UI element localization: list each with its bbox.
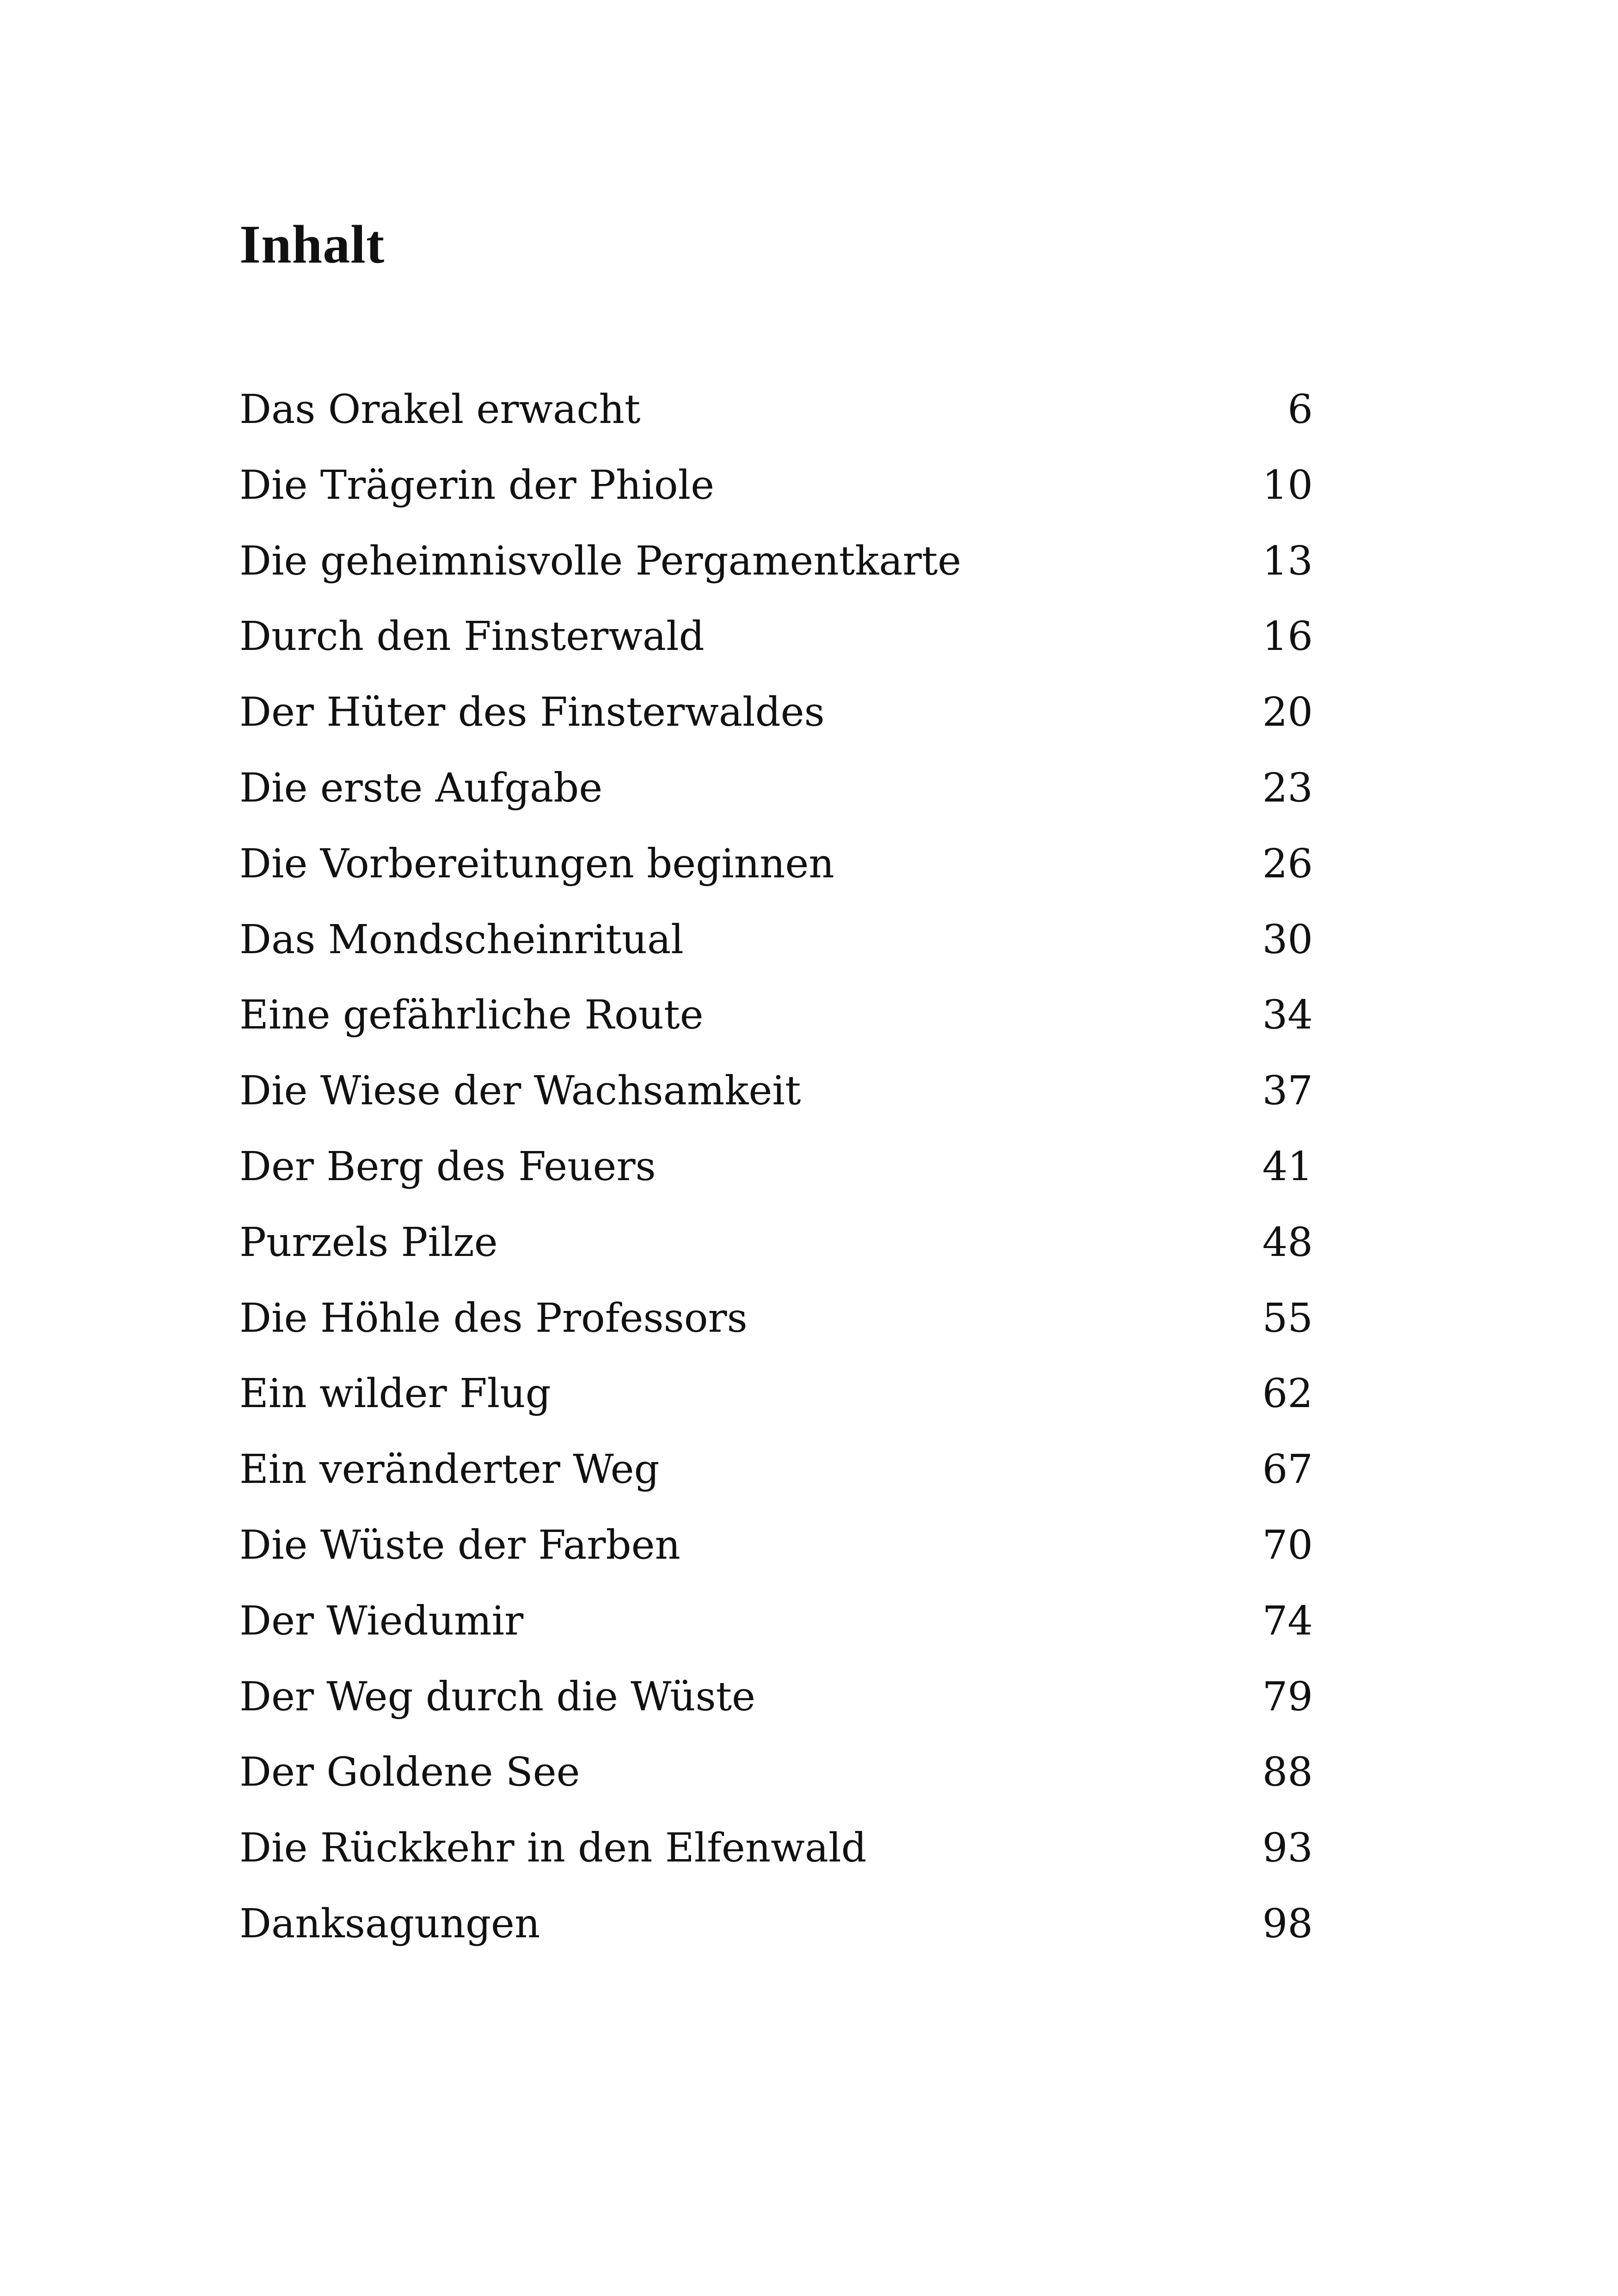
toc-entry-page-number: 48 — [1262, 1219, 1313, 1266]
toc-entry-page-number: 41 — [1262, 1143, 1313, 1190]
toc-entry — [239, 992, 1313, 1071]
toc-entry-page-number: 6 — [1287, 386, 1313, 433]
toc-entry — [239, 689, 1313, 768]
toc-entry-page-number: 74 — [1262, 1598, 1313, 1644]
toc-entry-title: Der Goldene See — [239, 1749, 580, 1796]
toc-entry-page-number: 67 — [1262, 1446, 1313, 1493]
toc-entry — [239, 538, 1313, 617]
toc-entry-page-number: 62 — [1262, 1371, 1313, 1417]
toc-entry-page-number: 93 — [1262, 1825, 1313, 1872]
toc-entry-title: Die Wüste der Farben — [239, 1522, 680, 1568]
toc-entry-page-number: 16 — [1262, 613, 1313, 660]
toc-entry — [239, 1673, 1313, 1753]
toc-entry — [239, 1295, 1313, 1374]
toc-entry-title: Durch den Finsterwald — [239, 613, 705, 660]
toc-heading: Inhalt — [239, 214, 385, 275]
toc-entry-title: Ein veränderter Weg — [239, 1446, 660, 1493]
toc-entry-title: Die Trägerin der Phiole — [239, 462, 715, 508]
toc-entry — [239, 1749, 1313, 1828]
toc-entry — [239, 1143, 1313, 1223]
toc-entry-title: Ein wilder Flug — [239, 1371, 551, 1417]
toc-entry-title: Die Vorbereitungen beginnen — [239, 840, 834, 887]
toc-entry — [239, 462, 1313, 541]
toc-entry-title: Die Rückkehr in den Elfenwald — [239, 1825, 867, 1872]
toc-entry-page-number: 13 — [1262, 538, 1313, 584]
toc-entry-page-number: 26 — [1262, 840, 1313, 887]
toc-entry — [239, 1068, 1313, 1147]
toc-entry-page-number: 98 — [1262, 1900, 1313, 1947]
toc-entry-page-number: 55 — [1262, 1295, 1313, 1341]
toc-entry-page-number: 20 — [1262, 689, 1313, 736]
toc-entry-title: Purzels Pilze — [239, 1219, 498, 1266]
toc-entry — [239, 916, 1313, 996]
toc-entry-title: Der Weg durch die Wüste — [239, 1673, 756, 1720]
toc-entry-title: Der Hüter des Finsterwaldes — [239, 689, 825, 736]
toc-entry-page-number: 23 — [1262, 765, 1313, 811]
toc-entry-page-number: 30 — [1262, 916, 1313, 963]
toc-entry-title: Der Berg des Feuers — [239, 1143, 656, 1190]
toc-entry-title: Der Wiedumir — [239, 1598, 524, 1644]
toc-entry — [239, 1598, 1313, 1677]
toc-entry — [239, 840, 1313, 920]
toc-entry-page-number: 79 — [1262, 1673, 1313, 1720]
toc-entry-page-number: 37 — [1262, 1068, 1313, 1114]
toc-entry-title: Die Wiese der Wachsamkeit — [239, 1068, 801, 1114]
toc-entry-page-number: 34 — [1262, 992, 1313, 1039]
toc-entry-page-number: 88 — [1262, 1749, 1313, 1796]
table-of-contents — [239, 386, 1313, 1980]
toc-entry — [239, 386, 1313, 465]
toc-entry — [239, 1900, 1313, 1980]
toc-entry-title: Das Mondscheinritual — [239, 916, 684, 963]
toc-entry — [239, 1825, 1313, 1904]
toc-entry — [239, 1219, 1313, 1298]
toc-entry — [239, 1446, 1313, 1525]
toc-entry-title: Die erste Aufgabe — [239, 765, 603, 811]
toc-entry-title: Die geheimnisvolle Pergamentkarte — [239, 538, 962, 584]
toc-entry-title: Die Höhle des Professors — [239, 1295, 748, 1341]
toc-entry — [239, 1371, 1313, 1450]
toc-entry — [239, 765, 1313, 844]
toc-entry-title: Eine gefährliche Route — [239, 992, 704, 1039]
toc-entry — [239, 613, 1313, 692]
toc-entry-title: Das Orakel erwacht — [239, 386, 641, 433]
toc-entry — [239, 1522, 1313, 1601]
toc-entry-page-number: 70 — [1262, 1522, 1313, 1568]
toc-entry-page-number: 10 — [1262, 462, 1313, 508]
toc-entry-title: Danksagungen — [239, 1900, 540, 1947]
